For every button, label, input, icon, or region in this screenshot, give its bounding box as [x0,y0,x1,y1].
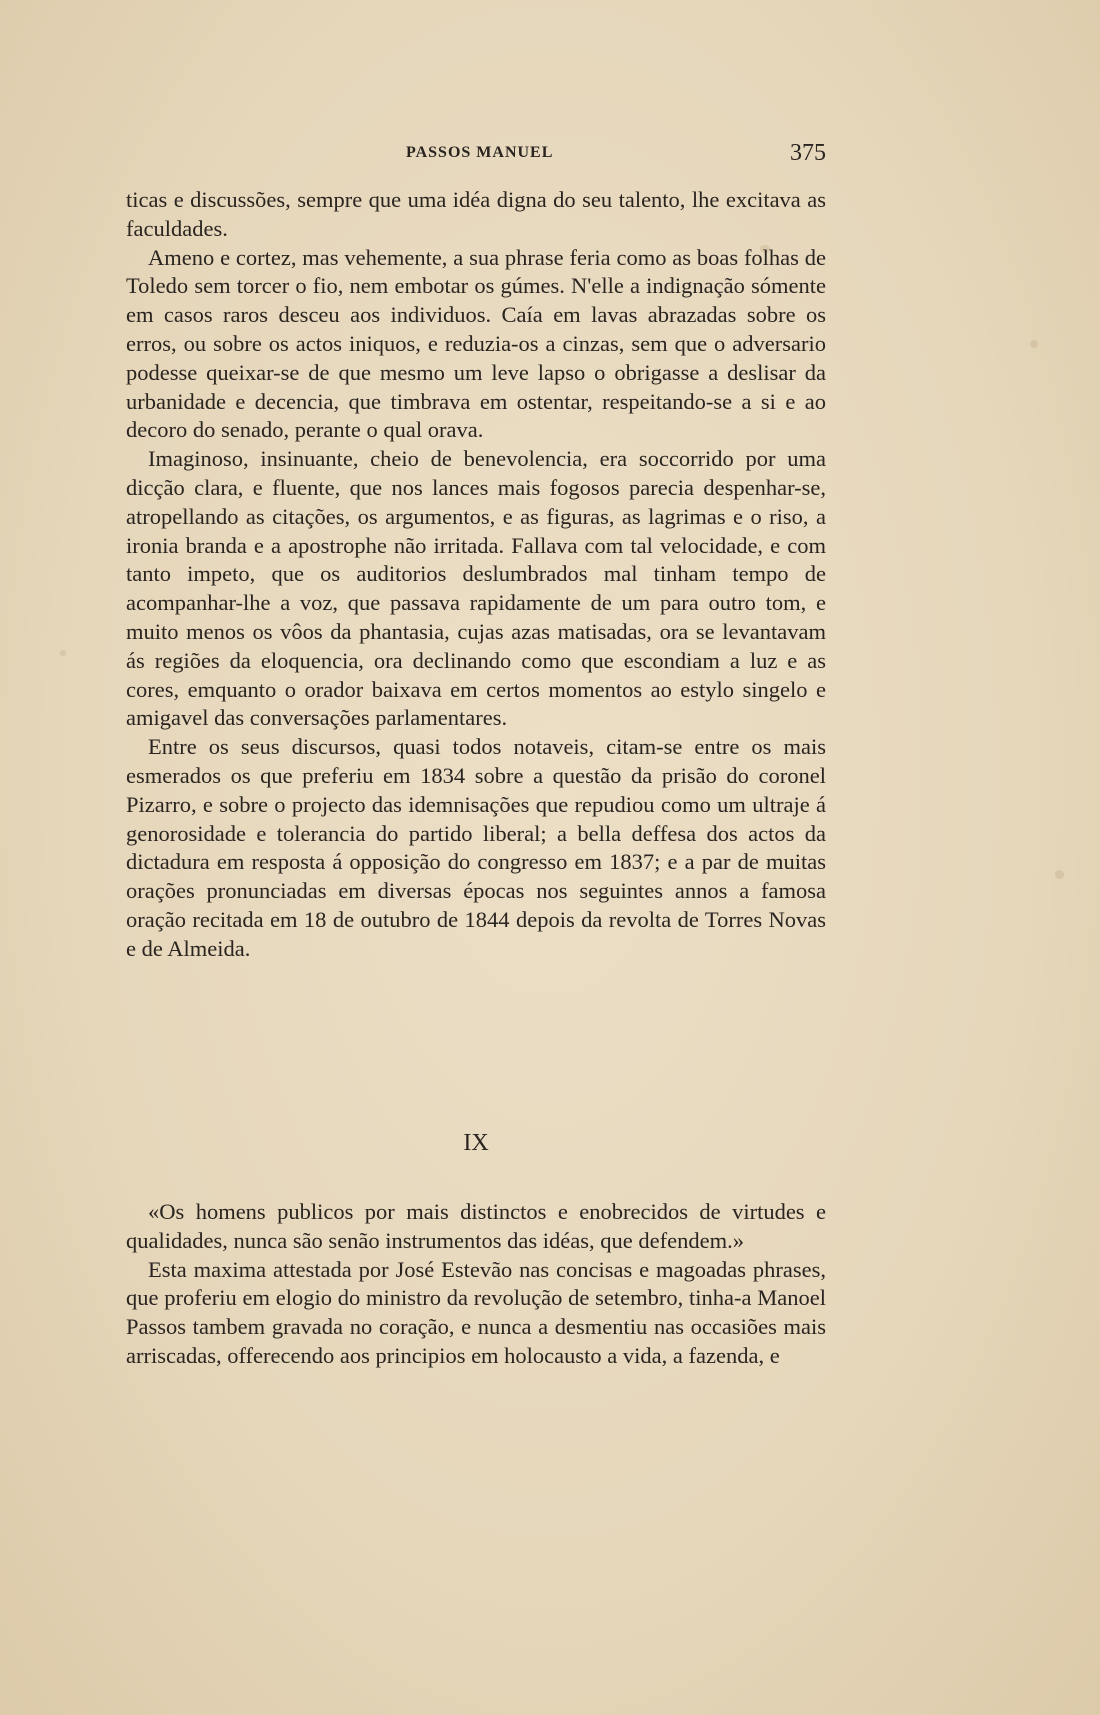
page-number: 375 [790,140,826,166]
foxing-spot [1055,870,1064,879]
section-heading: IX [463,1130,489,1156]
text-block-before-section [126,186,826,964]
text-block-after-section [126,1198,826,1371]
paragraph: Esta maxima attestada por José Estevão nas concisas e magoadas phrases, que proferiu em elogio do ministro da revolução de setembro, tinha-a Manoel Passos tambem gravada no coração, e nunca a desmentiu nas occasiões mais arriscadas, offerecendo aos principios em holocausto a vida, a fazenda, e [126,1256,826,1368]
foxing-spot [1030,340,1038,348]
foxing-spot [60,650,66,656]
paragraph: Ameno e cortez, mas vehemente, a sua phrase feria como as boas folhas de Toledo sem torcer o fio, nem embotar os gúmes. N'elle a indignação sómente em casos raros desceu aos individuos. Caía em lavas abrazadas sobre os erros, ou sobre os actos iniquos, e reduzia-os a cinzas, sem que o adversario podesse queixar-se de que mesmo um leve lapso o obrigasse a deslisar da urbanidade e decencia, que timbrava em ostentar, respeitando-se a si e ao decoro do senado, perante o qual orava. [126,244,826,443]
paragraph-continued: ticas e discussões, sempre que uma idéa digna do seu talento, lhe excitava as faculdades. [126,187,826,241]
quotation-paragraph: «Os homens publicos por mais distinctos e enobrecidos de virtudes e qualidades, nunca são senão instrumentos das idéas, que defendem.» [126,1199,826,1253]
running-title: PASSOS MANUEL [406,144,554,161]
paragraph: Imaginoso, insinuante, cheio de benevolencia, era soccorrido por uma dicção clara, e fluente, que nos lances mais fogosos parecia despenhar-se, atropellando as citações, os argumentos, e as figuras, as lagrimas e o riso, a ironia branda e a apostrophe não irritada. Fallava com tal velocidade, e com tanto impeto, que os auditorios deslumbrados mal tinham tempo de acompanhar-lhe a voz, que passava rapidamente de um para outro tom, e muito menos os vôos da phantasia, cujas azas matisadas, ora se levantavam ás regiões da eloquencia, ora declinando como que escondiam a luz e as cores, emquanto o orador baixava em certos momentos ao estylo singelo e amigavel das conversações parlamentares. [126,446,826,731]
running-head [126,140,826,172]
paragraph: Entre os seus discursos, quasi todos notaveis, citam-se entre os mais esmerados os que preferiu em 1834 sobre a questão da prisão do coronel Pizarro, e sobre o projecto das idemnisações que repudiou como um ultraje á genorosidade e tolerancia do partido liberal; a bella deffesa dos actos da dictadura em resposta á opposição do congresso em 1837; e a par de muitas orações pronunciadas em diversas épocas nos seguintes annos a famosa oração recitada em 18 de outubro de 1844 depois da revolta de Torres Novas e de Almeida. [126,734,826,961]
